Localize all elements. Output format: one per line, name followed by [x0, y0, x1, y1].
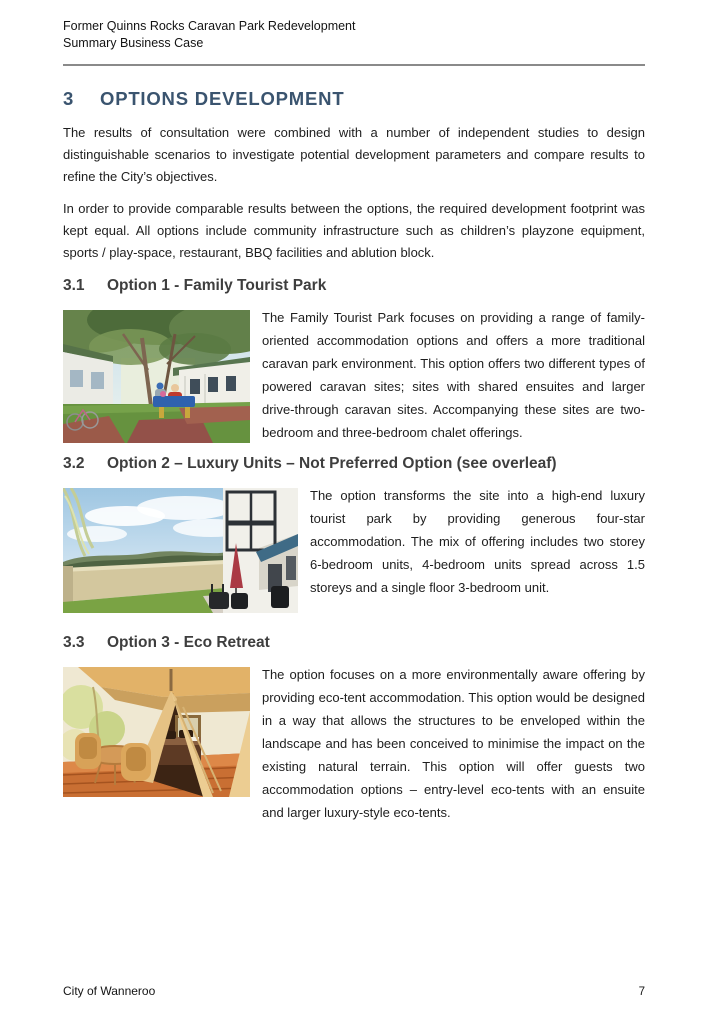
subsection-heading-option2 [63, 455, 645, 473]
footer-page-number: 7 [638, 986, 645, 998]
page-header [63, 18, 645, 52]
option2-description: The option transforms the site into a high-end luxury tourist park by providing generous four-star accommodation. The mix of offering includes two storey 6-bedroom units, 4-bedroom units spread across 1.5 storeys and a single floor 3-bedroom unit. [310, 488, 645, 595]
intro-paragraph-1: The results of consultation were combined with a number of independent studies to design distinguishable scenarios to investigate potential development parameters and compare results to refine the City’s objectives. [63, 125, 645, 184]
option1-family-park-photo [63, 310, 250, 443]
subsection-title-option1: Option 1 - Family Tourist Park [107, 277, 327, 294]
option2-luxury-units-photo [63, 488, 298, 613]
option3-media-row [63, 667, 645, 824]
footer-organization: City of Wanneroo [63, 984, 156, 998]
subsection-title-option2: Option 2 – Luxury Units – Not Preferred Option (see overleaf) [107, 455, 557, 472]
subsection-heading-option1 [63, 277, 645, 295]
option1-media-row [63, 310, 645, 444]
subsection-number-option1: 3.1 [63, 277, 85, 294]
chapter-number: 3 [63, 88, 75, 109]
header-divider [63, 64, 645, 66]
subsection-number-option2: 3.2 [63, 455, 85, 472]
option3-description: The option focuses on a more environmentally aware offering by providing eco-tent accommodation. This option would be designed in a way that allows the structures to be enveloped within the landscape and has been conceived to minimise the impact on the existing natural terrain. This option will offer guests two accommodation options – entry-level eco-tents with an ensuite and larger luxury-style eco-tents. [262, 667, 645, 820]
page-footer [63, 984, 645, 998]
header-line-1: Former Quinns Rocks Caravan Park Redevelopment [63, 19, 356, 33]
subsection-number-option3: 3.3 [63, 634, 85, 651]
header-line-2: Summary Business Case [63, 36, 204, 50]
option1-description: The Family Tourist Park focuses on providing a range of family-oriented accommodation options and offers a more traditional caravan park environment. This option offers two different types of powered caravan sites; sites with shared ensuites and larger drive-through caravan sites. Accompanying these sites are two-bedroom and three-bedroom chalet offerings. [262, 310, 645, 440]
chapter-heading [63, 88, 645, 110]
intro-paragraph-2: In order to provide comparable results between the options, the required development footprint was kept equal. All options include community infrastructure such as children’s playzone equipment, sports / play-space, restaurant, BBQ facilities and ablution block. [63, 201, 645, 260]
option2-media-row [63, 488, 645, 613]
option3-eco-retreat-photo [63, 667, 250, 797]
chapter-title: OPTIONS DEVELOPMENT [100, 88, 345, 109]
subsection-heading-option3 [63, 634, 645, 652]
subsection-title-option3: Option 3 - Eco Retreat [107, 634, 270, 651]
